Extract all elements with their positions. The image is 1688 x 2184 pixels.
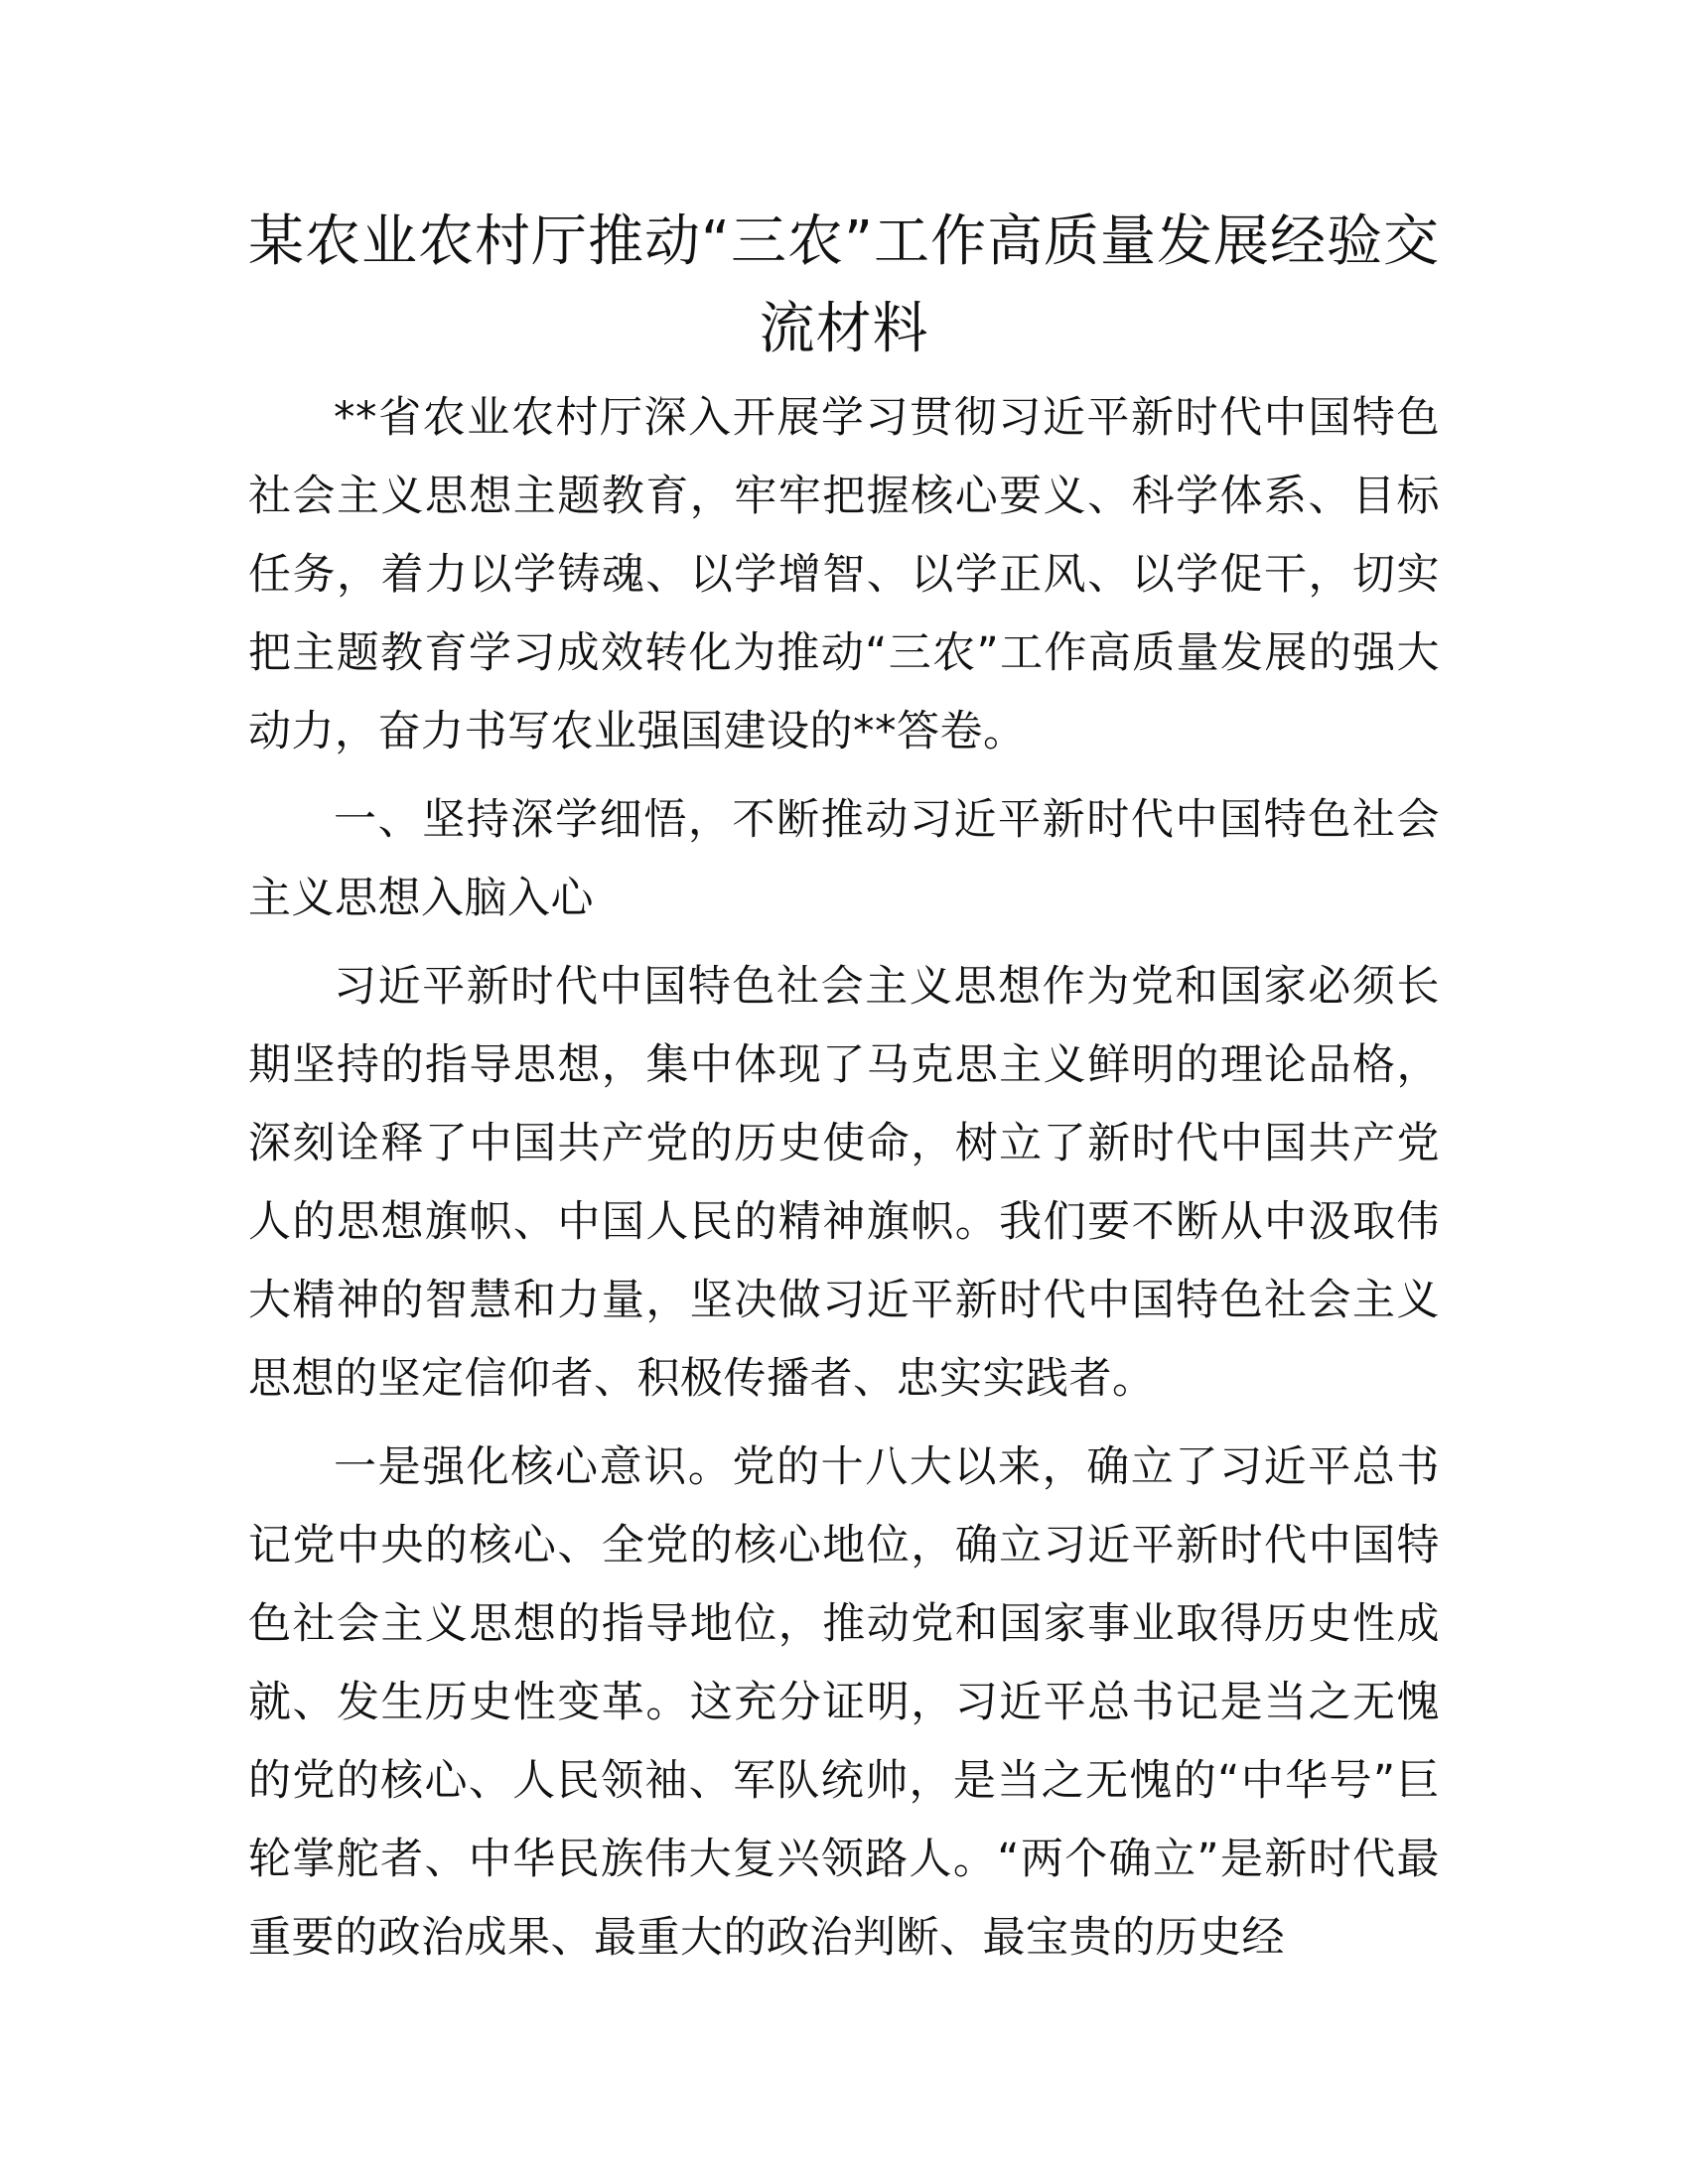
intro-paragraph: **省农业农村厅深入开展学习贯彻习近平新时代中国特色社会主义思想主题教育，牢牢把握核心要义、科学体系、目标任务，着力以学铸魂、以学增智、以学正风、以学促干，切实把主题教育学习成效转化为推动“三农”工作高质量发展的强大动力，奋力书写农业强国建设的**答卷。	[248, 393, 1440, 756]
body-paragraph: 一是强化核心意识。党的十八大以来，确立了习近平总书记党中央的核心、全党的核心地位，确立习近平新时代中国特色社会主义思想的指导地位，推动党和国家事业取得历史性成就、发生历史性变革。这充分证明，习近平总书记是当之无愧的党的核心、人民领袖、军队统帅，是当之无愧的“中华号”巨轮掌舵者、中华民族伟大复兴领路人。“两个确立”是新时代最重要的政治成果、最重大的政治判断、最宝贵的历史经	[248, 1442, 1440, 1963]
document-title: 某农业农村厅推动“三农”工作高质量发展经验交流材料	[247, 209, 1441, 361]
body-paragraph: 习近平新时代中国特色社会主义思想作为党和国家必须长期坚持的指导思想，集中体现了马克思主义鲜明的理论品格，深刻诠释了中国共产党的历史使命，树立了新时代中国共产党人的思想旗帜、中国人民的精神旗帜。我们要不断从中汲取伟大精神的智慧和力量，坚决做习近平新时代中国特色社会主义思想的坚定信仰者、积极传播者、忠实实践者。	[248, 962, 1440, 1404]
document-body	[248, 379, 1440, 1987]
section-heading: 一、坚持深学细悟，不断推动习近平新时代中国特色社会主义思想入脑入心	[248, 795, 1440, 923]
